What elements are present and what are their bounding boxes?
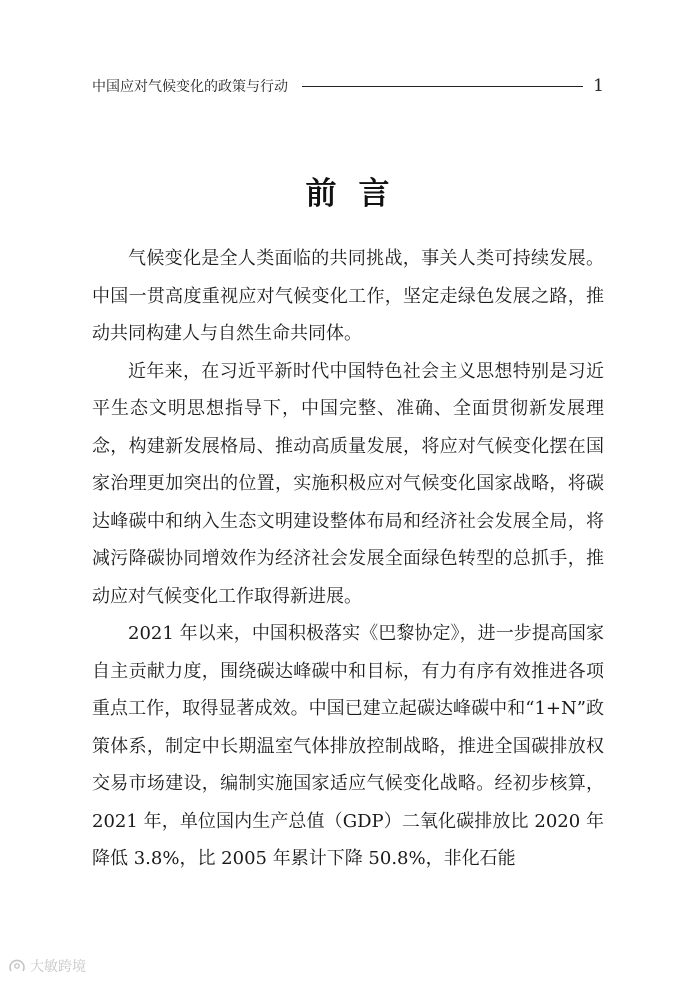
running-title: 中国应对气候变化的政策与行动 [92,79,288,95]
paragraph: 近年来，在习近平新时代中国特色社会主义思想特别是习近平生态文明思想指导下，中国完整、准确、全面贯彻新发展理念，构建新发展格局、推动高质量发展，将应对气候变化摆在国家治理更加突出的位置，实施积极应对气候变化国家战略，将碳达峰碳中和纳入生态文明建设整体布局和经济社会发展全局，将减污降碳协同增效作为经济社会发展全面绿色转型的总抓手，推动应对气候变化工作取得新进展。 [92,360,604,607]
page-number: 1 [593,76,604,96]
paragraph: 气候变化是全人类面临的共同挑战，事关人类可持续发展。中国一贯高度重视应对气候变化工作，坚定走绿色发展之路，推动共同构建人与自然生命共同体。 [92,248,604,344]
camera-lens-icon [8,958,26,974]
body-text [92,240,604,878]
running-header [92,75,604,97]
chapter-title: 前言 [305,176,412,212]
watermark-text: 大敏跨境 [30,959,86,975]
watermark [8,956,86,976]
paragraph: 2021 年以来，中国积极落实《巴黎协定》，进一步提高国家自主贡献力度，围绕碳达峰碳中和目标，有力有序有效推进各项重点工作，取得显著成效。中国已建立起碳达峰碳中和“1+N”政策体系，制定中长期温室气体排放控制战略，推进全国碳排放权交易市场建设，编制实施国家适应气候变化战略。经初步核算，2021 年，单位国内生产总值（GDP）二氧化碳排放比 2020 年降低 3.8%，比 2005 年累计下降 50.8%，非化石能 [92,623,604,869]
header-rule [302,86,583,87]
